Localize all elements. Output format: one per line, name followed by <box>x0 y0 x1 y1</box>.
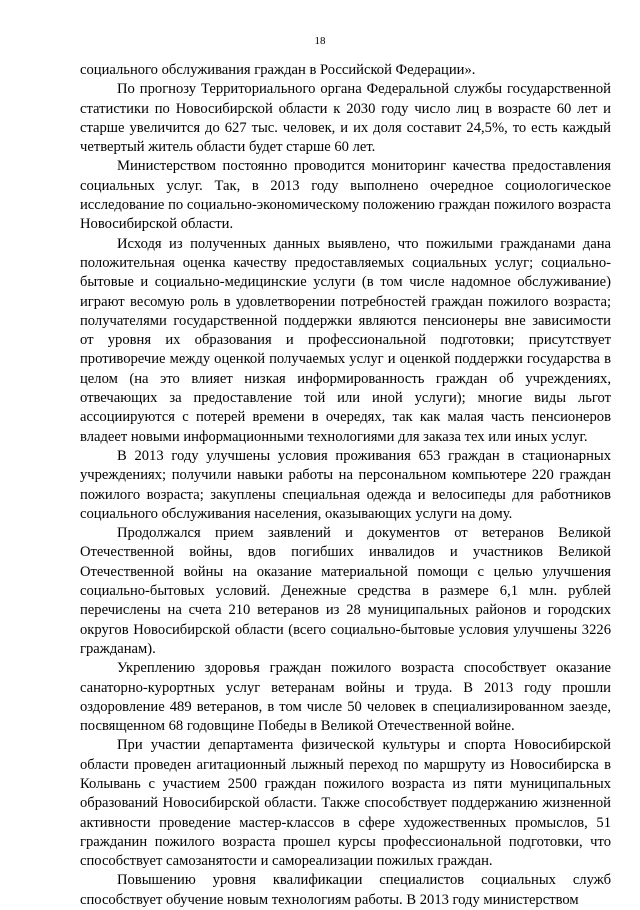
page-number: 18 <box>314 35 326 47</box>
paragraph: При участии департамента физической культуры и спорта Новосибирской области проведен агитационный лыжный переход по маршруту из Новосибирска в Колывань с участием 2500 граждан пожилого возраста из пяти муниципальных образований Новосибирской области. Также способствует поддержанию жизненной активности проведение мастер-классов в сфере художественных промыслов, 51 гражданин пожилого возраста прошел курсы профессиональной подготовки, что способствует самозанятости и самореализации пожилых граждан. <box>80 737 611 870</box>
paragraph: По прогнозу Территориального органа Федеральной службы государственной статистики по Новосибирской области к 2030 году число лиц в возрасте 60 лет и старше увеличится до 627 тыс. человек, и их доля составит 24,5%, то есть каждый четвертый житель области будет старше 60 лет. <box>80 81 611 156</box>
paragraph: Укреплению здоровья граждан пожилого возраста способствует оказание санаторно-курортных услуг ветеранам войны и труда. В 2013 году прошли оздоровление 489 ветеранов, в том числе 50 человек в специализированном заезде, посвященном 68 годовщине Победы в Великой Отечественной войне. <box>80 660 611 735</box>
paragraph: Министерством постоянно проводится мониторинг качества предоставления социальных услуг. Так, в 2013 году выполнено очередное социологическое исследование по социально-экономическому положению граждан пожилого возраста Новосибирской области. <box>80 158 611 233</box>
body-text <box>80 61 611 910</box>
paragraph: Повышению уровня квалификации специалистов социальных служб способствует обучение новым технологиям работы. В 2013 году министерством <box>80 872 611 908</box>
paragraph: Исходя из полученных данных выявлено, что пожилыми гражданами дана положительная оценка качеству предоставляемых социальных услуг; социально-бытовые и социально-медицинские услуги (в том числе надомное обслуживание) играют весомую роль в удовлетворении потребностей граждан пожилого возраста; получателями государственной поддержки являются пенсионеры вне зависимости от уровня их образования и профессиональной подготовки; присутствует противоречие между оценкой получаемых услуг и оценкой поддержки государства в целом (на это влияет низкая информированность граждан об учреждениях, отвечающих за предоставление той или иной услуги); многие виды льгот ассоциируются с потерей времени в очередях, так как малая часть пенсионеров владеет новыми информационными технологиями для заказа тех или иных услуг. <box>80 235 611 445</box>
paragraph: Продолжался прием заявлений и документов от ветеранов Великой Отечественной войны, вдов погибших инвалидов и участников Великой Отечественной войны на оказание материальной помощи с целью улучшения социально-бытовых условий. Денежные средства в размере 6,1 млн. рублей перечислены на счета 210 ветеранов из 28 муниципальных районов и городских округов Новосибирской области (всего социально-бытовые условия улучшены 3226 гражданам). <box>80 525 611 657</box>
paragraph: В 2013 году улучшены условия проживания 653 граждан в стационарных учреждениях; получили навыки работы на персональном компьютере 220 граждан пожилого возраста; закуплены специальная одежда и велосипеды для работников социального обслуживания населения, оказывающих услуги на дому. <box>80 447 611 522</box>
paragraph: социального обслуживания граждан в Российской Федерации». <box>80 62 476 78</box>
